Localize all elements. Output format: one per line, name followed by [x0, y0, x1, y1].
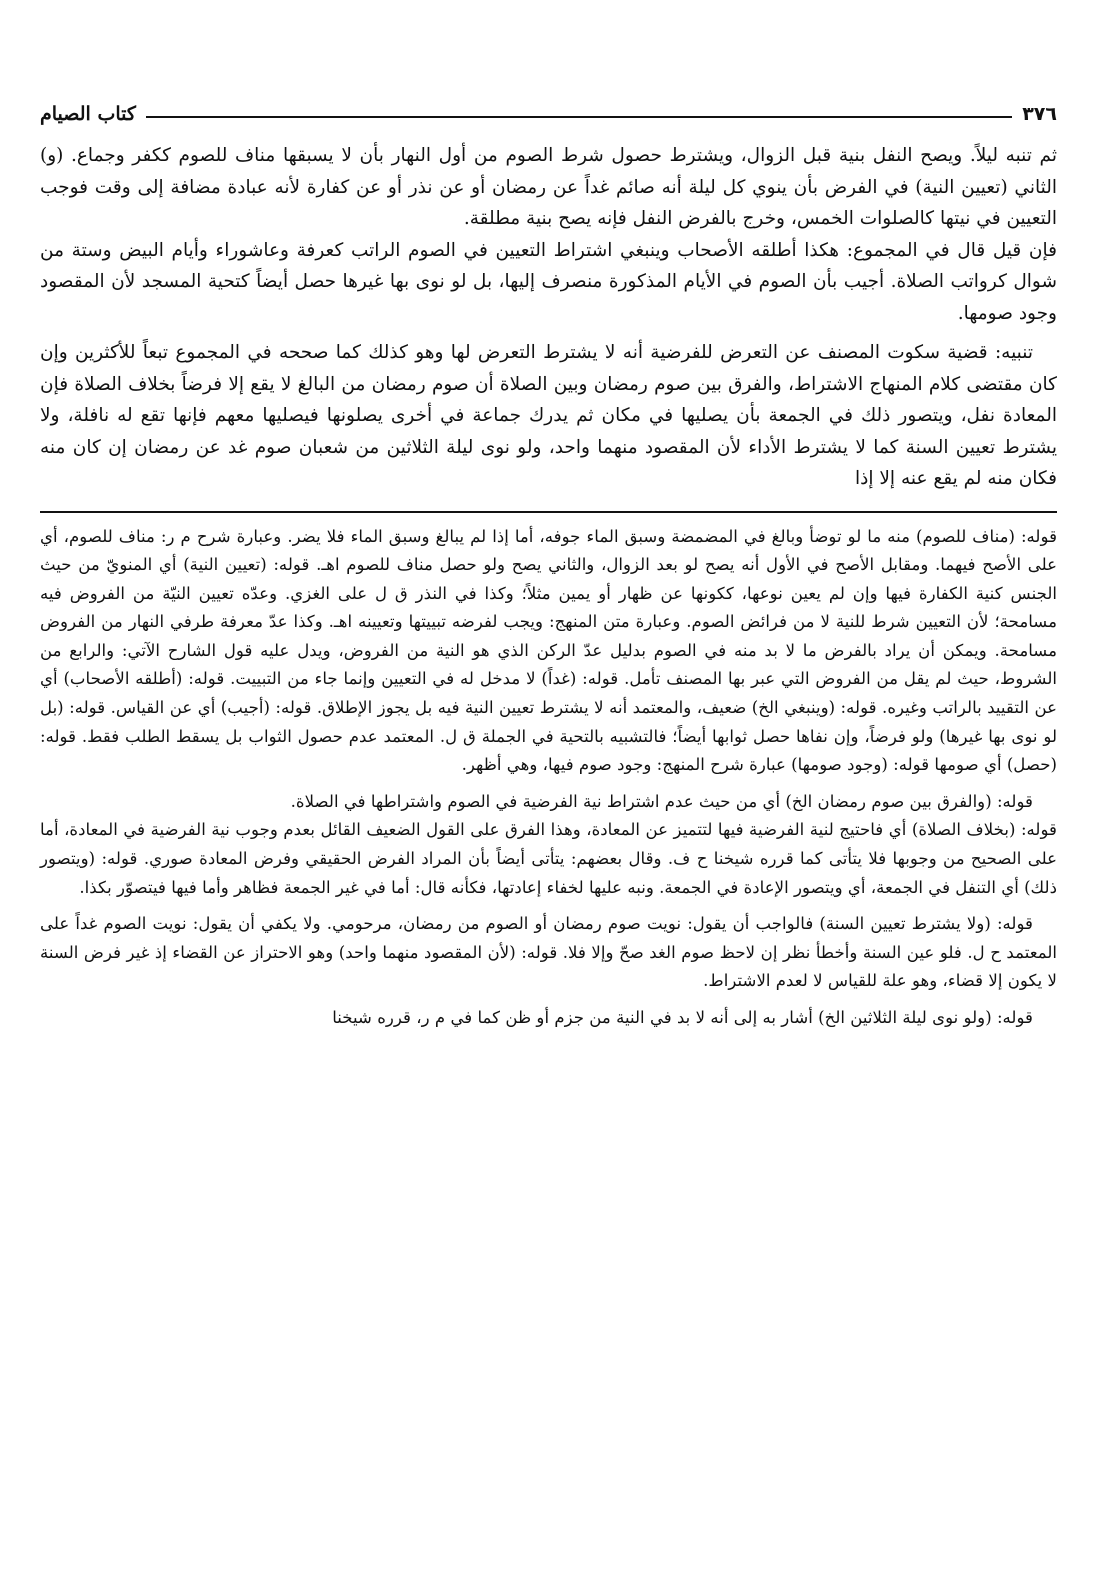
- main-text: [40, 140, 1057, 495]
- footnote-divider: [40, 511, 1057, 513]
- book-title: كتاب الصيام: [40, 103, 136, 125]
- note-paragraph-3: قوله: (بخلاف الصلاة) أي فاحتيج لنية الفرضية فيها لتتميز عن المعادة، وهذا الفرق على القول الضعيف القائل بعدم وجوب نية الفرضية في المعادة، أما على الصحيح من وجوبها فلا يتأتى كما قرره شيخنا ح ف. وقال بعضهم: يتأتى أيضاً بأن المراد الفرض الحقيقي وفرض المعادة صوري. قوله: (ويتصور ذلك) أي التنفل في الجمعة، أي ويتصور الإعادة في الجمعة. ونبه عليها لخفاء إعادتها، فكأنه قال: أما في غير الجمعة فظاهر وأما فيها فيتصوّر بكذا.: [40, 820, 1057, 897]
- page-number: ٣٧٦: [1022, 103, 1057, 125]
- header-rule: [146, 116, 1012, 118]
- note-paragraph-4: قوله: (ولا يشترط تعيين السنة) فالواجب أن يقول: نويت صوم رمضان أو الصوم من رمضان، مرحومي. ولا يكفي أن يقول: نويت الصوم غداً على المعتمد ح ل. فلو عين السنة وأخطأ نظر إن لاحظ صوم الغد صحّ وإلا فلا. قوله: (لأن المقصود منهما واحد) وهو الاحتراز عن القضاء إذ غير فرض السنة لا يكون إلا قضاء، وهو علة للقياس لا لعدم الاشتراط.: [40, 914, 1057, 991]
- note-paragraph-2: قوله: (والفرق بين صوم رمضان الخ) أي من حيث عدم اشتراط نية الفرضية في الصوم واشتراطها في الصلاة.: [290, 791, 1033, 811]
- main-paragraph-1: ثم تنبه ليلاً. ويصح النفل بنية قبل الزوال، ويشترط حصول شرط الصوم من أول النهار بأن لا يسبقها مناف للصوم ككفر وجماع. (و) الثاني (تعيين النية) في الفرض بأن ينوي كل ليلة أنه صائم غداً عن رمضان أو عن نذر أو عن كفارة لأنه عبادة مضافة إلى وقت فوجب التعيين في نيتها كالصلوات الخمس، وخرج بالفرض النفل فإنه يصح بنية مطلقة.: [40, 145, 1057, 229]
- main-paragraph-3: تنبيه: قضية سكوت المصنف عن التعرض للفرضية أنه لا يشترط التعرض لها وهو كذلك كما صححه في المجموع تبعاً للأكثرين وإن كان مقتضى كلام المنهاج الاشتراط، والفرق بين صوم رمضان وبين الصلاة أن صوم رمضان من البالغ لا يقع إلا فرضاً بخلاف الصلاة فإن المعادة نفل، ويتصور ذلك في الجمعة بأن يصليها في مكان ثم يدرك جماعة في أخرى يصلونها فيصليها معهم فإنها تقع له نافلة، ولا يشترط تعيين السنة كما لا يشترط الأداء لأن المقصود منهما واحد، ولو نوى ليلة الثلاثين من شعبان صوم غد عن رمضان إن كان منه فكان منه لم يقع عنه إلا إذا: [40, 342, 1057, 489]
- book-page: [40, 96, 1057, 1580]
- note-paragraph-5: قوله: (ولو نوى ليلة الثلاثين الخ) أشار به إلى أنه لا بد في النية من جزم أو ظن كما في م ر، قرره شيخنا: [332, 1008, 1033, 1027]
- note-paragraph-1: قوله: (مناف للصوم) منه ما لو توضأ وبالغ في المضمضة وسبق الماء جوفه، أما إذا لم يبالغ وسبق الماء فلا يضر. وعبارة شرح م ر: مناف للصوم، أي على الأصح فيهما. ومقابل الأصح في الأول أنه يصح لو بعد الزوال، والثاني يصح ولو حصل مناف للصوم اهـ. قوله: (تعيين النية) أي المنويّ من حيث الجنس كنية الكفارة فيها وإن لم يعين نوعها، ككونها عن ظهار أو يمين مثلاً؛ وكذا في النذر ق ل على الغزي. وعدّه تعيين النيّة من الفروض فيه مسامحة؛ لأن التعيين شرط للنية لا من فرائض الصوم. وعبارة متن المنهج: ويجب لفرضه تبييتها وتعيينه اهـ. وكذا عدّ معرفة طرفي النهار من الفروض مسامحة. ويمكن أن يراد بالفرض ما لا بد منه في الصوم بدليل عدّ الركن الذي هو النية من الفروض، ويدل عليه قول الشارح الآتي: والرابع من الشروط، حيث لم يقل من الفروض التي عبر بها المصنف تأمل. قوله: (غداً) لا مدخل له في التعيين وإنما جاء من التبييت. قوله: (أطلقه الأصحاب) أي عن التقييد بالراتب وغيره. قوله: (وينبغي الخ) ضعيف، والمعتمد أنه لا يشترط تعيين النية فيه بل يجوز الإطلاق. قوله: (أجيب) أي عن القياس. قوله: (بل لو نوى بها غيرها) ولو فرضاً، وإن نفاها حصل ثوابها أيضاً؛ فالتشبيه بالتحية في الجملة ق ل. المعتمد عدم حصول الثواب بل يسقط الطلب فقط. قوله: (حصل) أي صومها قوله: (وجود صومها) عبارة شرح المنهج: وجود صوم فيها، وهي أظهر.: [40, 526, 1057, 775]
- main-paragraph-2: فإن قيل قال في المجموع: هكذا أطلقه الأصحاب وينبغي اشتراط التعيين في الصوم الراتب كعرفة وعاشوراء وأيام البيض وستة من شوال كرواتب الصلاة. أجيب بأن الصوم في الأيام المذكورة منصرف إليها، بل لو نوى بها غيرها حصل أيضاً كتحية المسجد لأن المقصود وجود صومها.: [40, 239, 1057, 324]
- commentary-notes: [40, 523, 1057, 1033]
- page-header: [40, 96, 1057, 132]
